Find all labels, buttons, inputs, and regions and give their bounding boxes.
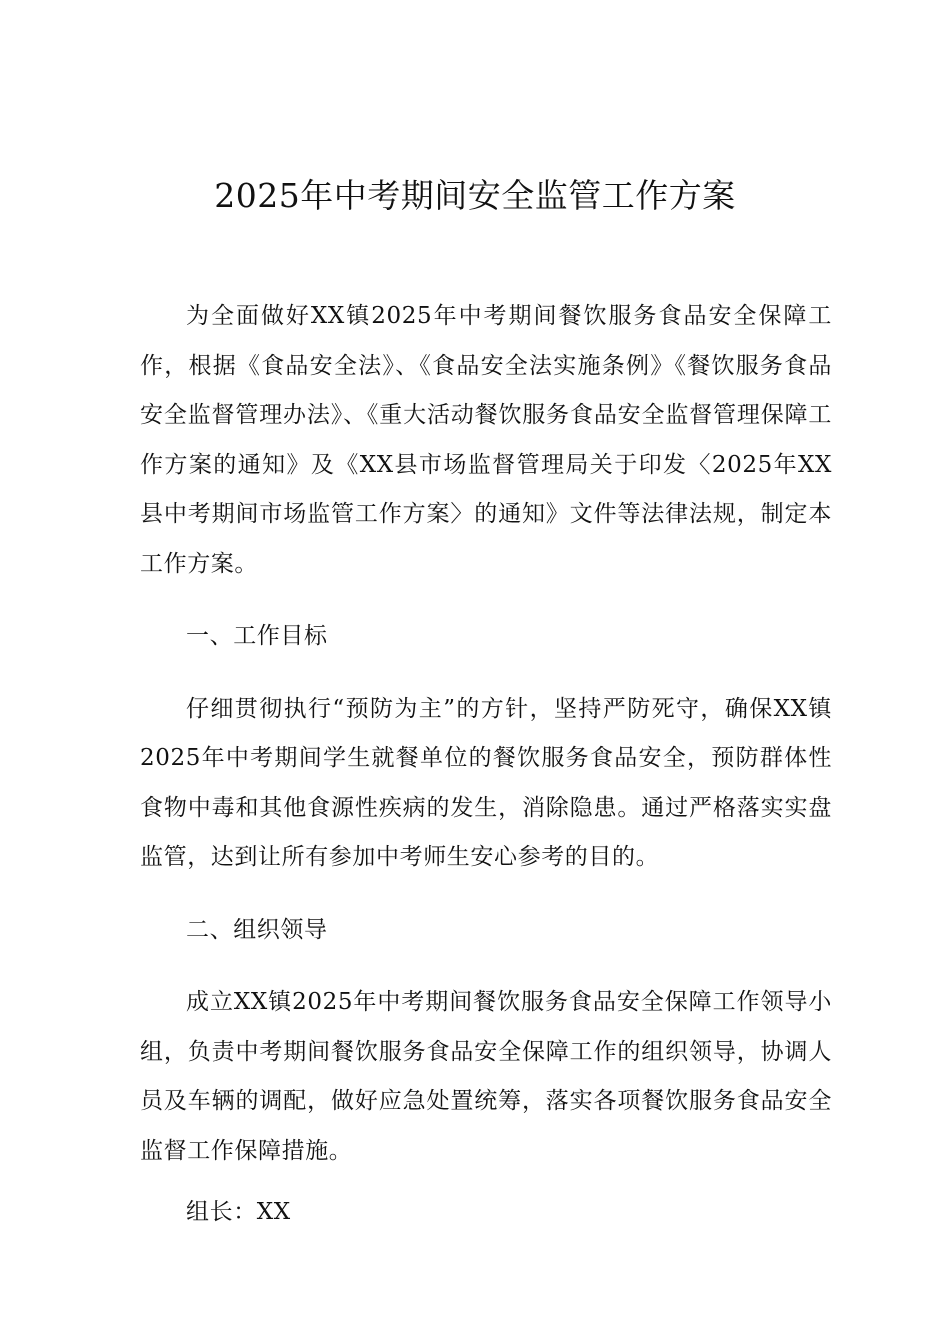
leader-line: 组长：XX xyxy=(186,1199,291,1225)
document-body xyxy=(140,292,832,1238)
document-title: 2025年中考期间安全监管工作方案 xyxy=(214,176,736,215)
section-heading-goals: 一、工作目标 xyxy=(186,623,328,649)
intro-paragraph: 为全面做好XX镇2025年中考期间餐饮服务食品安全保障工作，根据《食品安全法》、《食品安全法实施条例》《餐饮服务食品安全监督管理办法》、《重大活动餐饮服务食品安全监督管理保障工作方案的通知》及《XX县市场监督管理局关于印发〈2025年XX县中考期间市场监管工作方案〉的通知》文件等法律法规，制定本工作方案。 xyxy=(140,303,832,577)
section-heading-organization: 二、组织领导 xyxy=(186,916,328,943)
organization-paragraph: 成立XX镇2025年中考期间餐饮服务食品安全保障工作领导小组，负责中考期间餐饮服务食品安全保障工作的组织领导，协调人员及车辆的调配，做好应急处置统筹，落实各项餐饮服务食品安全监督工作保障措施。 xyxy=(140,989,832,1164)
goals-paragraph: 仔细贯彻执行“预防为主”的方针，坚持严防死守，确保XX镇2025年中考期间学生就餐单位的餐饮服务食品安全，预防群体性食物中毒和其他食源性疾病的发生，消除隐患。通过严格落实实盘监管，达到让所有参加中考师生安心参考的目的。 xyxy=(140,695,832,870)
